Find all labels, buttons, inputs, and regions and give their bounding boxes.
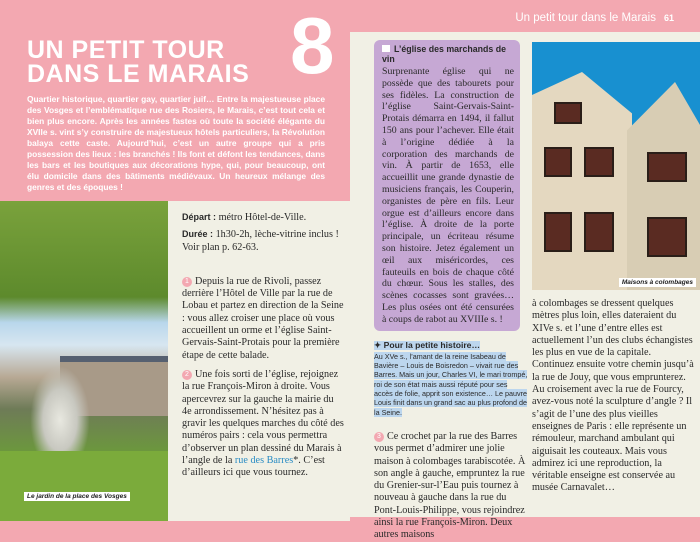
- sidebar-text: Surprenante église qui ne possède que des tabourets pour ses fidèles. La construction de l’église Saint-Gervais-Saint-Protais démarra en 1494, il fallut 150 ans pour l’achever. Elle était à l’origine dédiée à la corporation des marchands de vin. À partir de 1653, elle accueillit une grande dynastie de musiciens français, les Couperin, organistes de père en fils. Leur orgue est d’ailleurs encore dans l’église. À droite de la porte principale, un écriteau résume son histoire. Jetez également un œil aux miséricordes, ces fauteuils en bois de chaque côté du chœur. Sous les stalles, des scènes cocasses sont gravées… Les plus osées ont été censurées à coups de rabot au XVIIIe s. !: [382, 66, 514, 325]
- right-column: [532, 42, 700, 495]
- left-page-body: [0, 201, 350, 521]
- sidebar-title-text: L’église des marchands de vin: [382, 44, 506, 64]
- photo-window: [544, 147, 572, 177]
- walk-column-left: [168, 201, 350, 521]
- step-text-end: *. C’est d’ailleurs ici que vous tournez.: [182, 455, 325, 479]
- step-3: [374, 431, 528, 542]
- left-page: [0, 0, 350, 521]
- anecdote-text: Au XVe s., l’amant de la reine Isabeau de Bavière – Louis de Boisredon – vivait rue des Barres. Mais un jour, Charles VI, le mari trompé, roi de son état mais aussi réputé pour ses accès de folie, apprit son existence… Le pauvre Louis finit dans un grand sac au plus profond de la Seine.: [374, 351, 528, 417]
- duree-info: [182, 228, 344, 241]
- chapter-header-block: [0, 0, 350, 201]
- photo-place-des-vosges: [0, 201, 168, 521]
- title-line-1: UN PETIT TOUR: [27, 36, 225, 64]
- continuation-text: à colombages se dressent quelques mètres plus loin, elles dateraient du XIVe s. et l’une d’entre elles est actuellement l’un des clubs échangistes les plus en vue de la capitale. Continuez ensuite votre chemin jusqu’à la rue de Jouy, que vous emprunterez. Au croisement avec la rue de Fourcy, avez-vous noté la sculpture d’angle ? Il s’agit de l’une des plus vieilles enseignes de Paris : elle représente un rémouleur, marchand ambulant qui aiguisait les couteaux. Mais vous admirez ici une reproduction, la véritable enseigne est conservée au musée Carnavalet…: [532, 298, 694, 494]
- duree-label: Durée :: [182, 229, 214, 240]
- anecdote-box: [374, 341, 528, 417]
- photo-window: [647, 152, 687, 182]
- photo-window: [647, 217, 687, 257]
- anecdote-title: ✦ Pour la petite histoire…: [374, 339, 481, 350]
- running-header: [515, 12, 674, 24]
- step-number-badge: 2: [182, 370, 192, 380]
- flag-icon: [382, 45, 390, 52]
- step-number-badge: 3: [374, 432, 384, 442]
- photo-house-left: [532, 72, 632, 290]
- step-text: Ce crochet par la rue des Barres vous permet d’admirer une jolie maison à colombages tarabiscotée. À son angle à gauche, empruntez la rue du Grenier-sur-l’Eau puis tournez à nouveau à gauche dans la rue du Pont-Louis-Philippe, vous rejoindrez ainsi la rue François-Miron. Deux autres maisons: [374, 430, 526, 541]
- photo-caption-right: Maisons à colombages: [619, 278, 696, 287]
- photo-caption-left: Le jardin de la place des Vosges: [24, 492, 130, 501]
- photo-window: [544, 212, 572, 252]
- anecdote-text-wrap: [374, 352, 528, 417]
- rue-des-barres-link[interactable]: rue des Barres: [234, 455, 294, 467]
- chapter-title: [27, 38, 282, 86]
- step-number-badge: 1: [182, 277, 192, 287]
- right-page: [350, 32, 700, 541]
- step-1: [182, 276, 344, 362]
- sidebar-title: [382, 44, 514, 64]
- page-number: 61: [663, 13, 674, 23]
- photo-maisons-colombages: [532, 42, 700, 290]
- photo-window: [584, 212, 614, 252]
- depart-label: Départ :: [182, 212, 217, 222]
- plan-reference: Voir plan p. 62-63.: [182, 241, 259, 253]
- running-title: Un petit tour dans le Marais: [515, 12, 656, 24]
- photo-window: [584, 147, 614, 177]
- photo-fountain: [30, 366, 90, 456]
- chapter-number: 8: [290, 1, 335, 90]
- title-line-2: DANS LE MARAIS: [27, 60, 250, 88]
- depart-info: [182, 211, 344, 224]
- step-2: [182, 369, 344, 480]
- duree-value: 1h30-2h, lèche-vitrine inclus !: [215, 229, 339, 241]
- photo-house-right: [627, 82, 700, 290]
- depart-value: métro Hôtel-de-Ville.: [218, 212, 307, 223]
- photo-lawn: [0, 451, 168, 521]
- chapter-intro: Quartier historique, quartier gay, quartier juif… Entre la majestueuse place des Vosges et l’emblématique rue des Rosiers, le Marais, c’est tout cela et bien plus encore. Après les années fastes où toute la société élégante du XVIIe s. vint s’y construire de majestueux hôtels particuliers, la Révolution balaya cette caste. Aujourd’hui, c’est un autre groupe qui a pris possession des lieux : les branchés ! Ils font et défont les tendances, dans les bars et les boutiques aux décorations hype, qui, pour beaucoup, ont élu domicile dans des bâtiments médiévaux. Un heureux mélange des genres et des époques !: [27, 94, 325, 192]
- sidebar-box-eglise: [374, 40, 520, 331]
- step-text: Une fois sorti de l’église, rejoignez la rue François-Miron à droite. Vous apercevrez sur la gauche la mairie du 4e arrondissement. N’hésitez pas à gravir les quelques marches du côté des numéros pairs : cela vous permettra d’observer un plan dessiné du Marais à l’angle de la: [182, 368, 344, 467]
- middle-column: [374, 40, 528, 542]
- photo-window: [554, 102, 582, 124]
- step-text: Depuis la rue de Rivoli, passez derrière l’Hôtel de Ville par la rue de Lobau et partez en direction de la Seine : vous allez croiser une place où vous accueillent un orme et l’église Saint-Gervais-Saint-Protais pour la première étape de cette balade.: [182, 275, 344, 361]
